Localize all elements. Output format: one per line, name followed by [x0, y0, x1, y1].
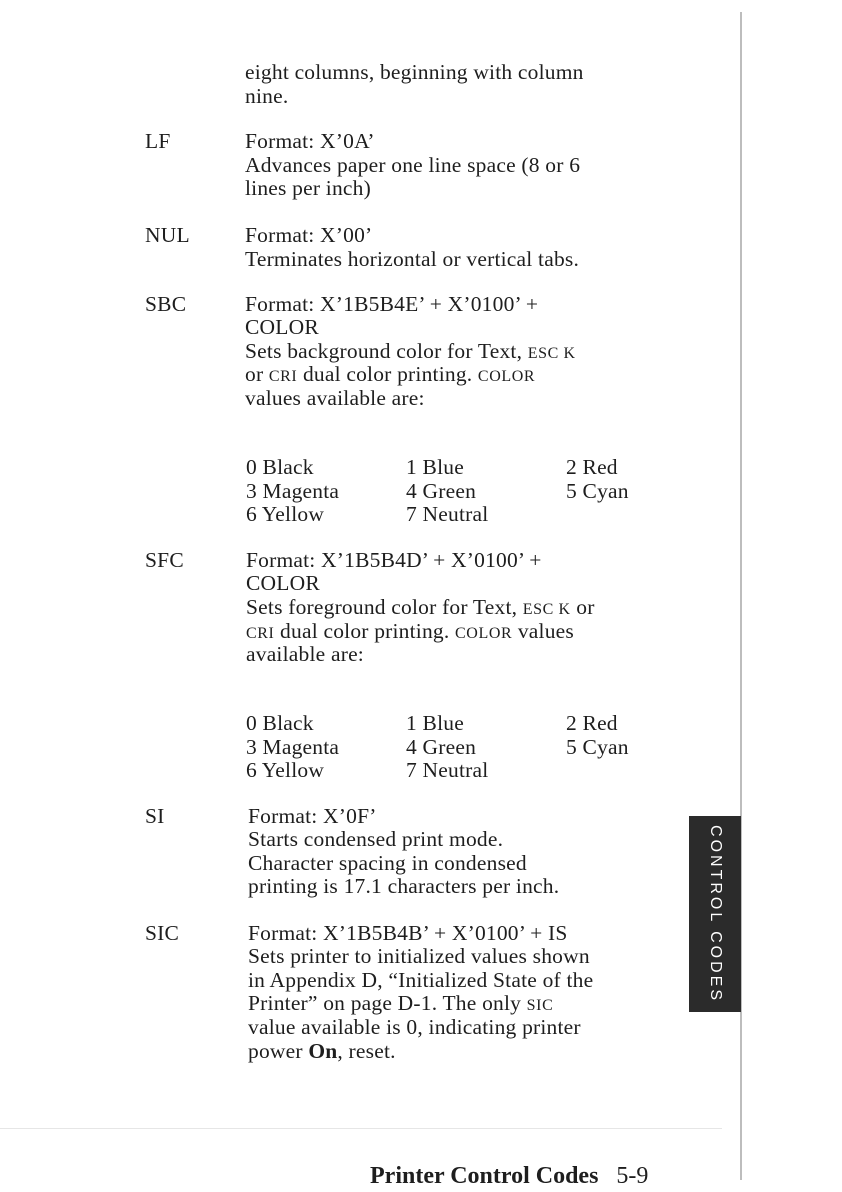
sic-desc-3	[248, 992, 553, 1018]
sfc-desc-1-esck: ESC K	[522, 601, 571, 618]
sfc-color-1: 1 Blue	[406, 711, 464, 735]
nul-format: Format: X’00’	[245, 223, 373, 247]
si-format: Format: X’0F’	[248, 804, 377, 828]
sbc-color-1: 1 Blue	[406, 455, 464, 479]
sfc-format-1: Format: X’1B5B4D’ + X’0100’ +	[246, 548, 542, 572]
footer-title: Printer Control Codes	[370, 1163, 599, 1189]
si-desc-1: Starts condensed print mode.	[248, 827, 504, 851]
sic-desc-3-sic: SIC	[526, 997, 554, 1014]
sbc-color-6: 6 Yellow	[246, 502, 325, 526]
sic-desc-1: Sets printer to initialized values shown	[248, 944, 590, 968]
code-lf: LF	[145, 129, 171, 153]
lf-desc-1: Advances paper one line space (8 or 6	[245, 153, 581, 177]
section-thumb-tab[interactable]	[689, 816, 741, 1012]
sic-format: Format: X’1B5B4B’ + X’0100’ + IS	[248, 921, 568, 945]
sbc-color-5: 5 Cyan	[566, 479, 629, 503]
sic-desc-5-text-a: power	[248, 1039, 309, 1063]
sfc-color-4: 4 Green	[406, 735, 477, 759]
sbc-desc-1-text: Sets background color for Text,	[245, 339, 528, 363]
lf-desc-2: lines per inch)	[245, 176, 371, 200]
sfc-desc-1-text-a: Sets foreground color for Text,	[246, 595, 523, 619]
page-number: 5-9	[616, 1163, 649, 1189]
sbc-desc-2-color: COLOR	[477, 368, 536, 385]
sfc-desc-2-cri: CRI	[246, 625, 275, 642]
section-thumb-tab-label: CONTROL CODES	[707, 825, 724, 1003]
sbc-desc-3: values available are:	[245, 386, 425, 410]
sbc-format-2: COLOR	[245, 315, 319, 339]
page-footer	[370, 1163, 648, 1190]
sfc-color-2: 2 Red	[566, 711, 618, 735]
sic-desc-5-on: On	[308, 1039, 338, 1063]
intro-line-1: eight columns, beginning with column	[245, 60, 584, 84]
code-sbc: SBC	[145, 292, 187, 316]
sic-desc-5-text-b: , reset.	[337, 1039, 396, 1063]
lf-format: Format: X’0A’	[245, 129, 375, 153]
sbc-desc-2-cri: CRI	[268, 368, 298, 385]
nul-desc-1: Terminates horizontal or vertical tabs.	[245, 247, 580, 271]
code-si: SI	[145, 804, 165, 828]
sfc-desc-1-text-b: or	[570, 595, 595, 619]
sfc-color-5: 5 Cyan	[566, 735, 629, 759]
sic-desc-5	[248, 1040, 396, 1064]
sfc-format-2: COLOR	[246, 571, 320, 595]
sbc-color-7: 7 Neutral	[406, 502, 489, 526]
sbc-color-2: 2 Red	[566, 455, 618, 479]
bottom-rule	[0, 1128, 722, 1129]
intro-line-2: nine.	[245, 84, 289, 108]
sbc-color-0: 0 Black	[246, 455, 314, 479]
sic-desc-3-text: Printer” on page D-1. The only	[248, 991, 527, 1015]
si-desc-3: printing is 17.1 characters per inch.	[248, 874, 560, 898]
sfc-color-6: 6 Yellow	[246, 758, 325, 782]
sfc-desc-2-text-b: values	[512, 619, 574, 643]
code-sfc: SFC	[145, 548, 184, 572]
sbc-format-1: Format: X’1B5B4E’ + X’0100’ +	[245, 292, 539, 316]
sfc-color-3: 3 Magenta	[246, 735, 340, 759]
code-nul: NUL	[145, 223, 190, 247]
sfc-desc-2-text-a: dual color printing.	[274, 619, 456, 643]
si-desc-2: Character spacing in condensed	[248, 851, 527, 875]
sbc-color-3: 3 Magenta	[246, 479, 340, 503]
sic-desc-4: value available is 0, indicating printer	[248, 1015, 581, 1039]
sbc-desc-2-text-a: or	[245, 362, 269, 386]
sbc-desc-1-esck: ESC K	[527, 345, 576, 362]
sfc-desc-2-color: COLOR	[455, 625, 513, 642]
sfc-color-0: 0 Black	[246, 711, 314, 735]
code-sic: SIC	[145, 921, 180, 945]
sbc-color-4: 4 Green	[406, 479, 477, 503]
sfc-desc-1	[246, 596, 595, 622]
sbc-desc-2	[245, 363, 535, 389]
sfc-desc-3: available are:	[246, 642, 364, 666]
sfc-color-7: 7 Neutral	[406, 758, 489, 782]
sic-desc-2: in Appendix D, “Initialized State of the	[248, 968, 594, 992]
sbc-desc-2-text-b: dual color printing.	[297, 362, 478, 386]
